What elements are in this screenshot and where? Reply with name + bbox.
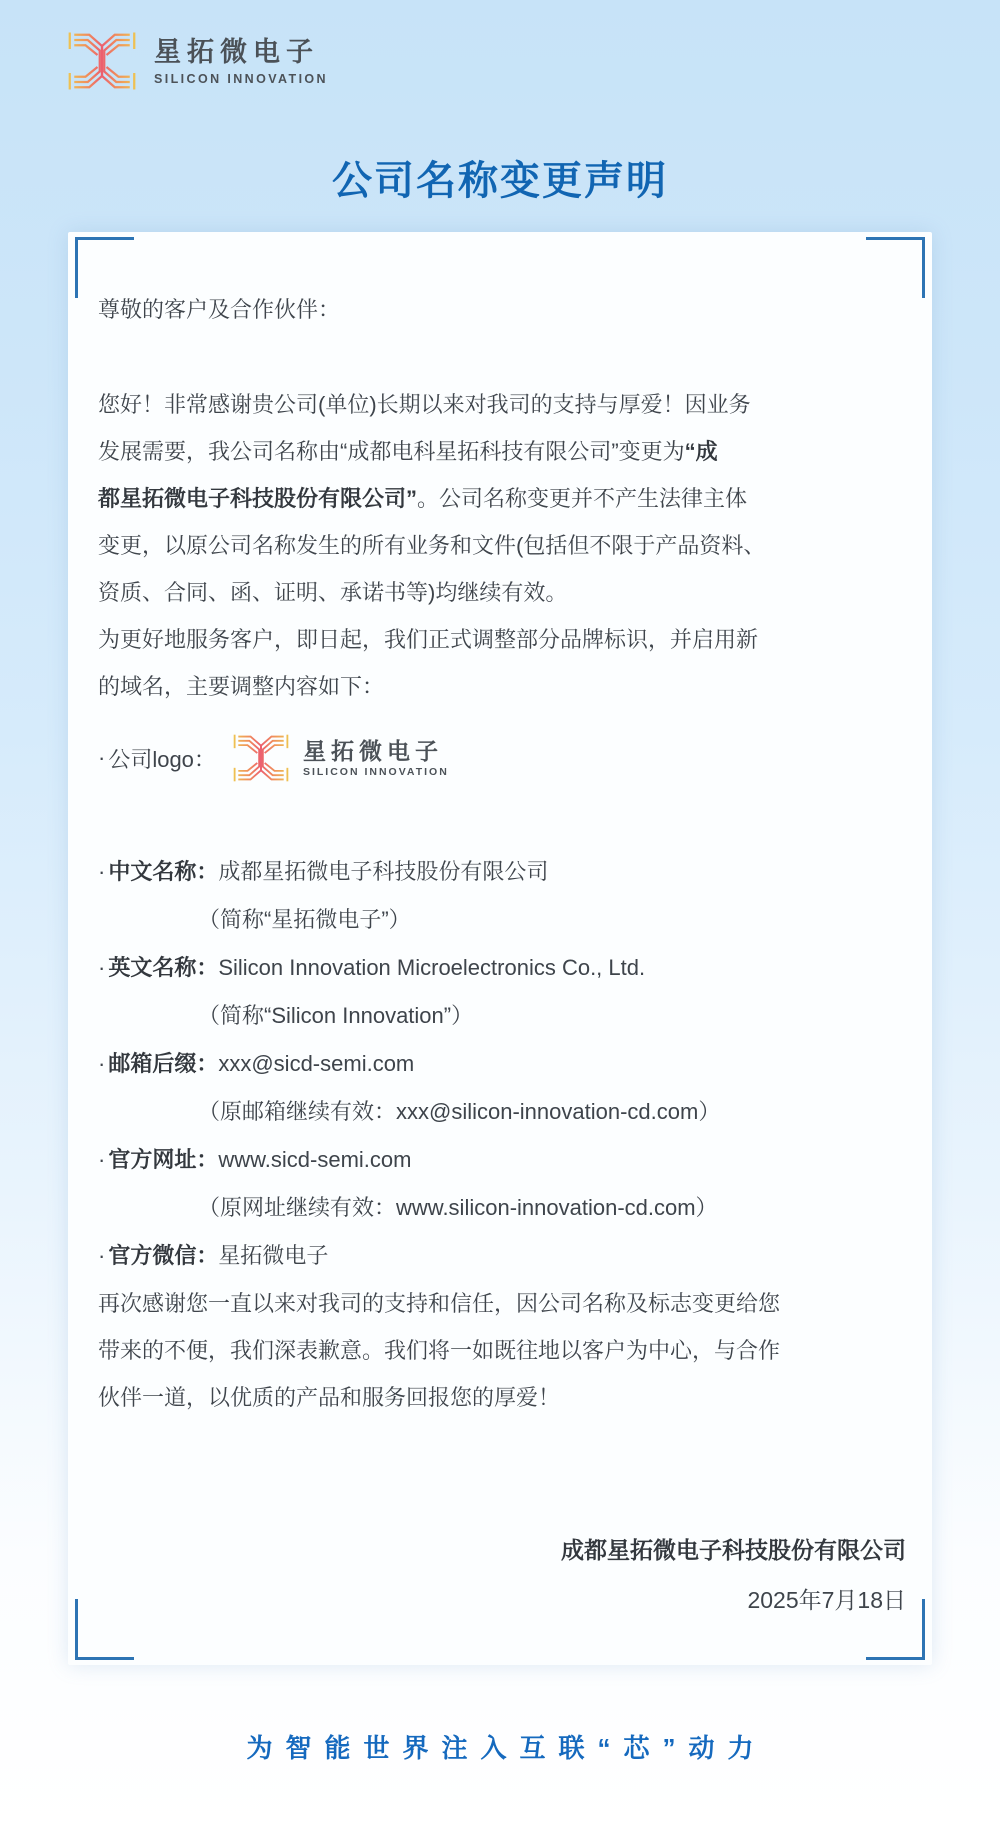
signature-company: 成都星拓微电子科技股份有限公司 (561, 1537, 906, 1563)
item-label: 官方网址： (108, 1147, 219, 1172)
list-item-wechat (98, 1232, 906, 1280)
item-value: Silicon Innovation Microelectronics Co., Ltd. (218, 955, 646, 980)
closing-line: 伙伴一道，以优质的产品和服务回报您的厚爱！ (98, 1385, 561, 1410)
bullet-dot: · (98, 1147, 106, 1172)
intro-paragraph (98, 381, 906, 710)
item-value: xxx@sicd-semi.com (218, 1051, 415, 1076)
signature-block (98, 1525, 906, 1625)
notice-card (68, 232, 932, 1665)
bullet-dot: · (98, 745, 106, 770)
intro-line: 为更好地服务客户，即日起，我们正式调整部分品牌标识，并启用新 (98, 627, 759, 652)
xintuo-logo-icon (64, 28, 140, 94)
brand-name-cn: 星拓微电子 (154, 37, 319, 68)
logo-item-label: 公司logo： (108, 746, 216, 772)
intro-line: 资质、合同、函、证明、承诺书等)均继续有效。 (98, 580, 568, 605)
item-value: www.sicd-semi.com (218, 1147, 412, 1172)
bullet-dot: · (98, 1243, 106, 1268)
intro-line: 变更，以原公司名称发生的所有业务和文件(包括但不限于产品资料、 (98, 533, 766, 558)
brand-name-en: SILICON INNOVATION (154, 71, 328, 86)
brand-text (303, 738, 449, 778)
closing-line: 带来的不便，我们深表歉意。我们将一如既往地以客户为中心，与合作 (98, 1338, 781, 1363)
new-brand-logo (230, 731, 449, 785)
item-subnote: （简称“Silicon Innovation”） (198, 1003, 474, 1028)
closing-line: 再次感谢您一直以来对我司的支持和信任，因公司名称及标志变更给您 (98, 1291, 781, 1316)
list-item-email (98, 1040, 906, 1088)
intro-line: 您好！非常感谢贵公司(单位)长期以来对我司的支持与厚爱！因业务 (98, 392, 751, 417)
xintuo-logo-icon (230, 731, 292, 785)
brand-name-cn: 星拓微电子 (302, 737, 443, 764)
brand-text (154, 36, 328, 85)
bullet-dot: · (98, 859, 106, 884)
bullet-dot: · (98, 955, 106, 980)
intro-line: 都星拓微电子科技股份有限公司”。公司名称变更并不产生法律主体 (98, 486, 748, 511)
footer-slogan: 为智能世界注入互联“芯”动力 (246, 1733, 767, 1763)
item-label: 邮箱后缀： (108, 1051, 219, 1076)
signature-date: 2025年7月18日 (747, 1587, 906, 1613)
item-value: 成都星拓微电子科技股份有限公司 (218, 859, 549, 884)
intro-line: 的域名，主要调整内容如下： (98, 674, 385, 699)
page-title: 公司名称变更声明 (332, 158, 668, 203)
list-item-en-name (98, 944, 906, 992)
bullet-dot: · (98, 1051, 106, 1076)
item-subnote: （原邮箱继续有效：xxx@silicon-innovation-cd.com） (198, 1099, 721, 1124)
item-value: 星拓微电子 (218, 1243, 329, 1268)
brand-name-en: SILICON INNOVATION (302, 766, 449, 779)
intro-line: 发展需要，我公司名称由“成都电科星拓科技有限公司”变更为“成 (98, 439, 718, 464)
closing-paragraph (98, 1280, 906, 1421)
list-item-cn-name (98, 848, 906, 896)
item-label: 官方微信： (108, 1243, 219, 1268)
item-subnote: （简称“星拓微电子”） (198, 907, 411, 932)
logo-item-row (98, 725, 906, 791)
list-item-website (98, 1136, 906, 1184)
notice-content (98, 232, 906, 1625)
item-label: 中文名称： (108, 859, 219, 884)
item-subnote: （原网址继续有效：www.silicon-innovation-cd.com） (198, 1195, 718, 1220)
item-label: 英文名称： (108, 955, 219, 980)
header-brand (64, 28, 328, 94)
greeting-line: 尊敬的客户及合作伙伴： (98, 297, 341, 322)
change-items-list (98, 848, 906, 1280)
